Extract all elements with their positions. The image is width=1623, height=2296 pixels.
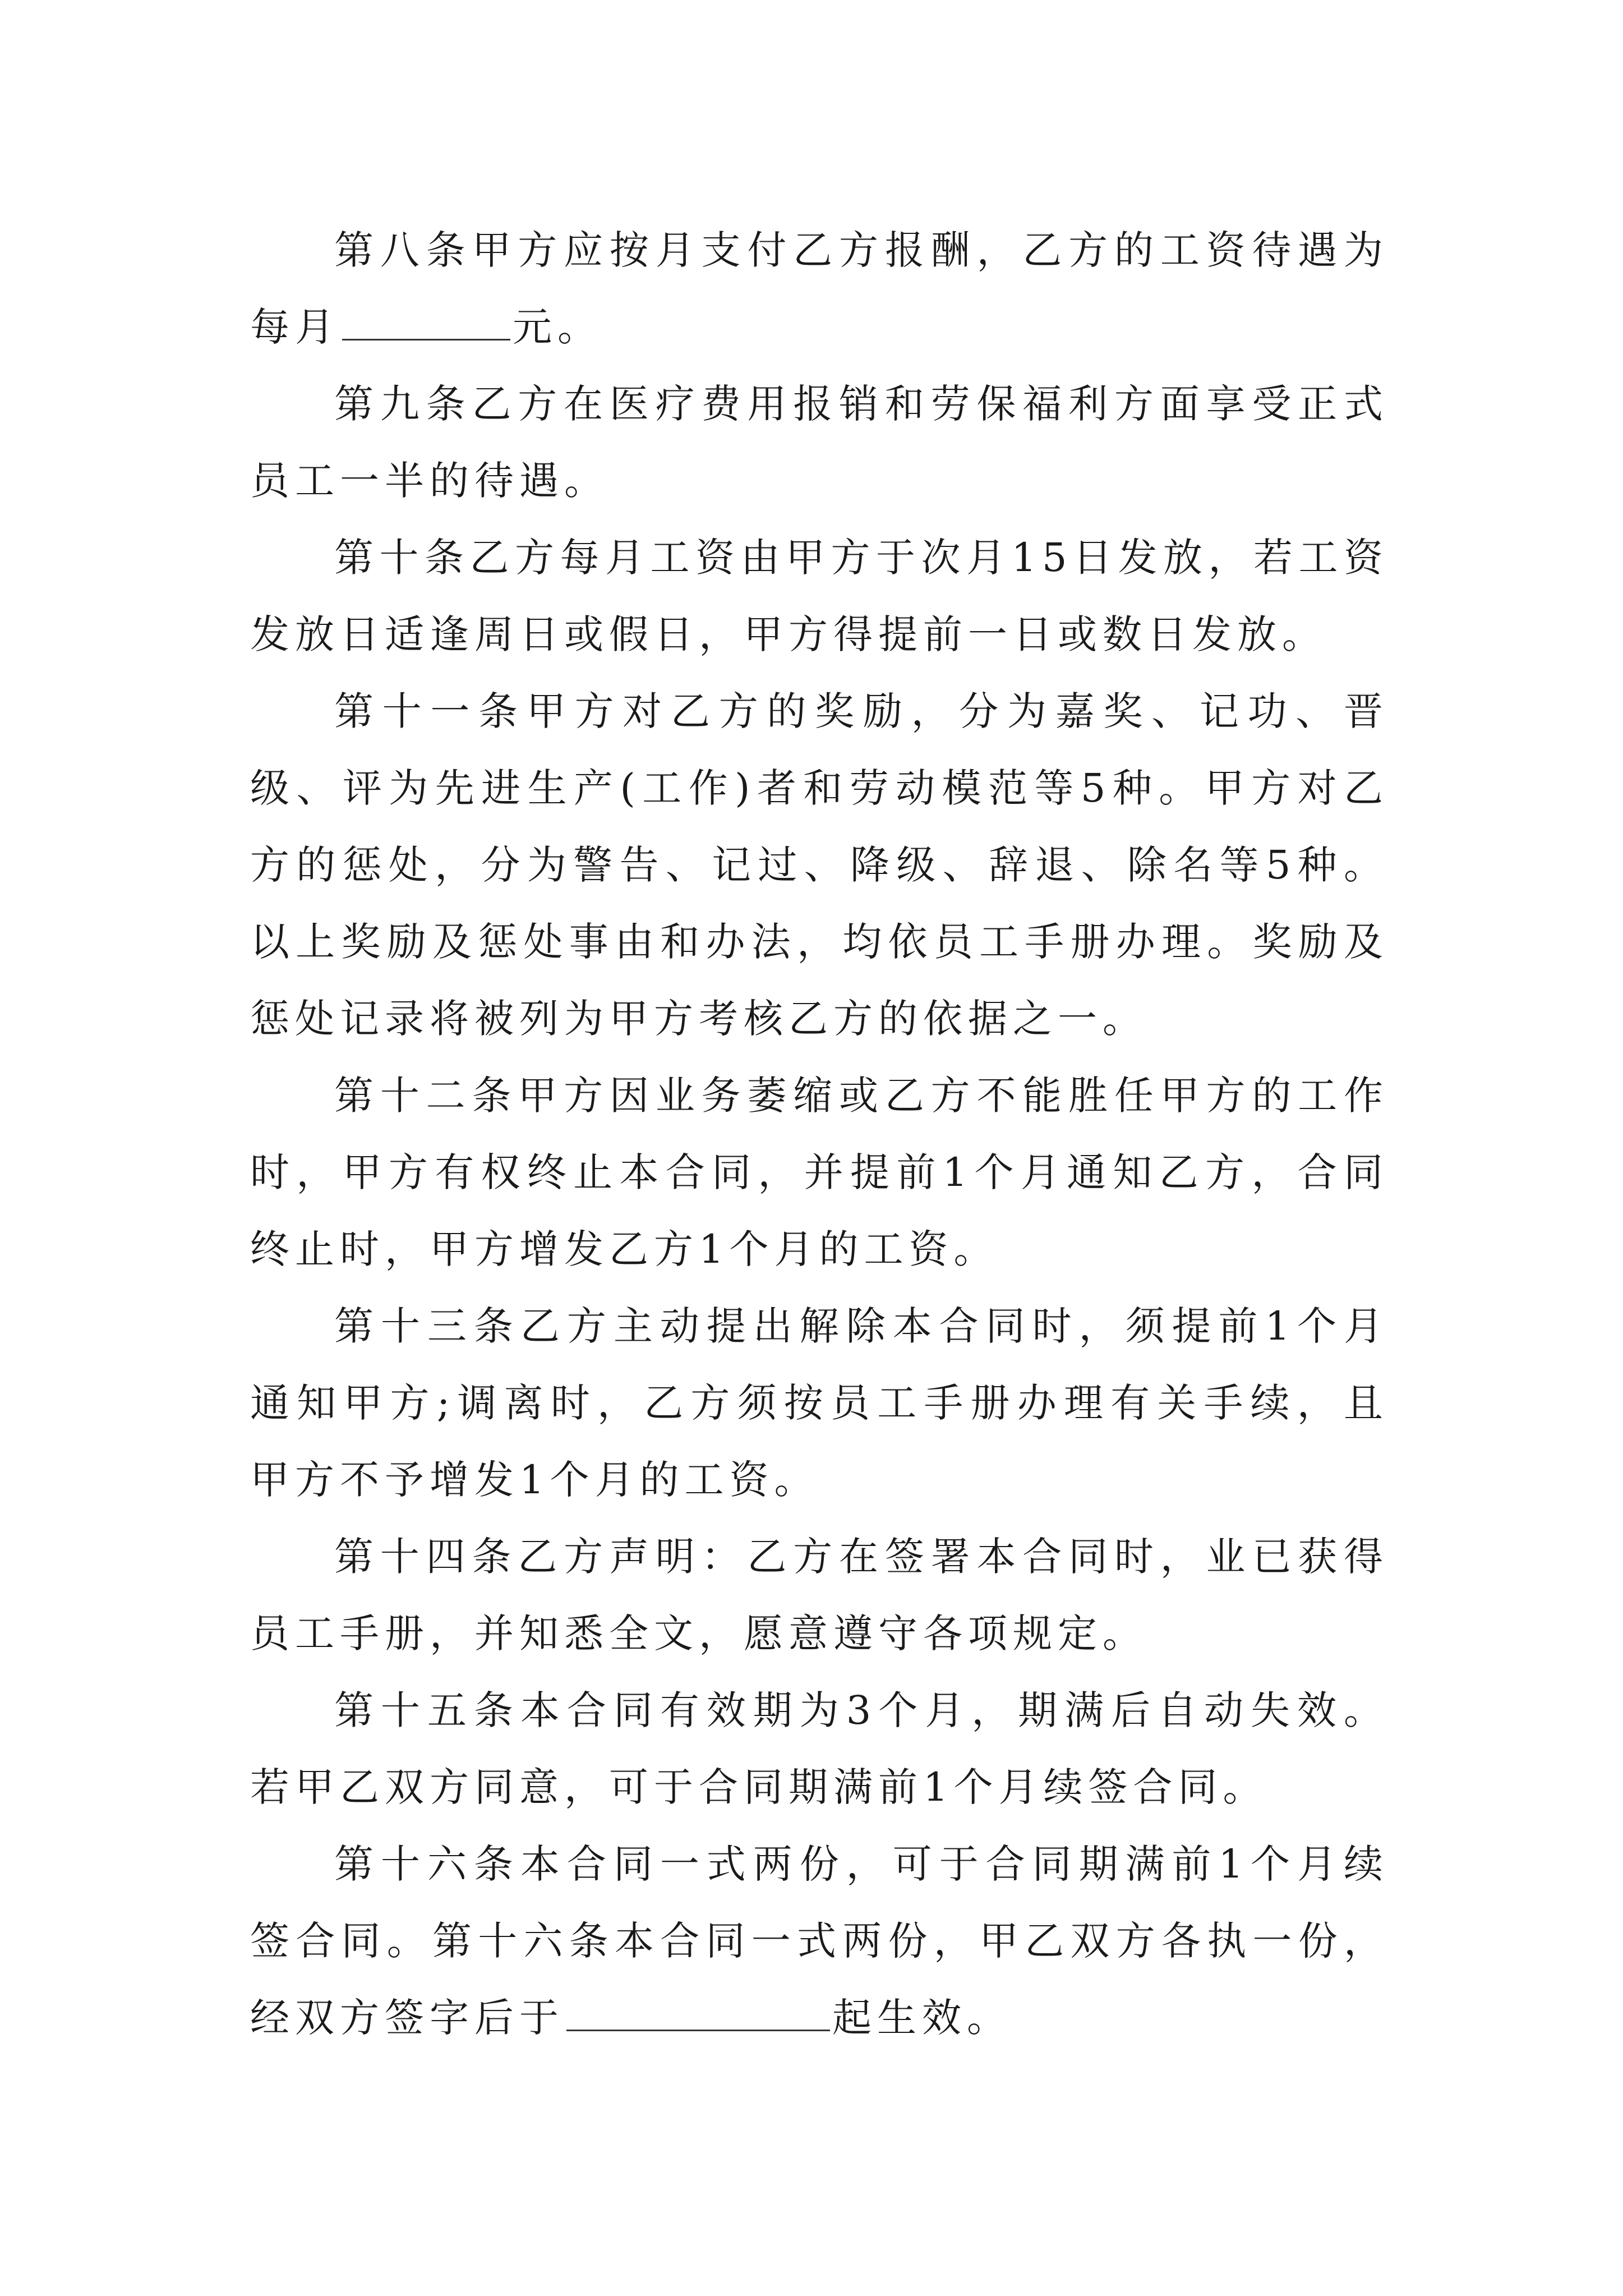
article-13: 第十三条乙方主动提出解除本合同时，须提前1个月通知甲方;调离时，乙方须按员工手册办理有关手续，且甲方不予增发1个月的工资。 — [250, 1303, 1389, 1503]
article-16 — [250, 1826, 1389, 2056]
article-12: 第十二条甲方因业务萎缩或乙方不能胜任甲方的工作时，甲方有权终止本合同，并提前1个月通知乙方，合同终止时，甲方增发乙方1个月的工资。 — [250, 1073, 1389, 1272]
article-8 — [250, 212, 1389, 366]
article-8-text: 第八条甲方应按月支付乙方报酬，乙方的工资待遇为每月 — [250, 227, 1389, 350]
article-15: 第十五条本合同有效期为3个月，期满后自动失效。若甲乙双方同意，可于合同期满前1个月续签合同。 — [250, 1687, 1389, 1810]
article-16-text-end: 起生效。 — [832, 1995, 1012, 2041]
article-11: 第十一条甲方对乙方的奖励，分为嘉奖、记功、晋级、评为先进生产(工作)者和劳动模范等5种。甲方对乙方的惩处，分为警告、记过、降级、辞退、除名等5种。以上奖励及惩处事由和办法，均依员工手册办理。奖励及惩处记录将被列为甲方考核乙方的依据之一。 — [250, 688, 1389, 1042]
contract-body — [250, 212, 1389, 2056]
article-10: 第十条乙方每月工资由甲方于次月15日发放，若工资发放日适逢周日或假日，甲方得提前一日或数日发放。 — [250, 535, 1389, 657]
article-8-text-end: 元。 — [513, 304, 602, 350]
salary-amount-blank[interactable] — [342, 300, 510, 341]
article-14: 第十四条乙方声明：乙方在签署本合同时，业已获得员工手册，并知悉全文，愿意遵守各项规定。 — [250, 1534, 1389, 1657]
article-9: 第九条乙方在医疗费用报销和劳保福利方面享受正式员工一半的待遇。 — [250, 381, 1389, 504]
article-16-text: 第十六条本合同一式两份，可于合同期满前1个月续签合同。第十六条本合同一式两份，甲乙双方各执一份，经双方签字后于 — [250, 1841, 1389, 2041]
effective-date-blank[interactable] — [566, 1990, 830, 2031]
